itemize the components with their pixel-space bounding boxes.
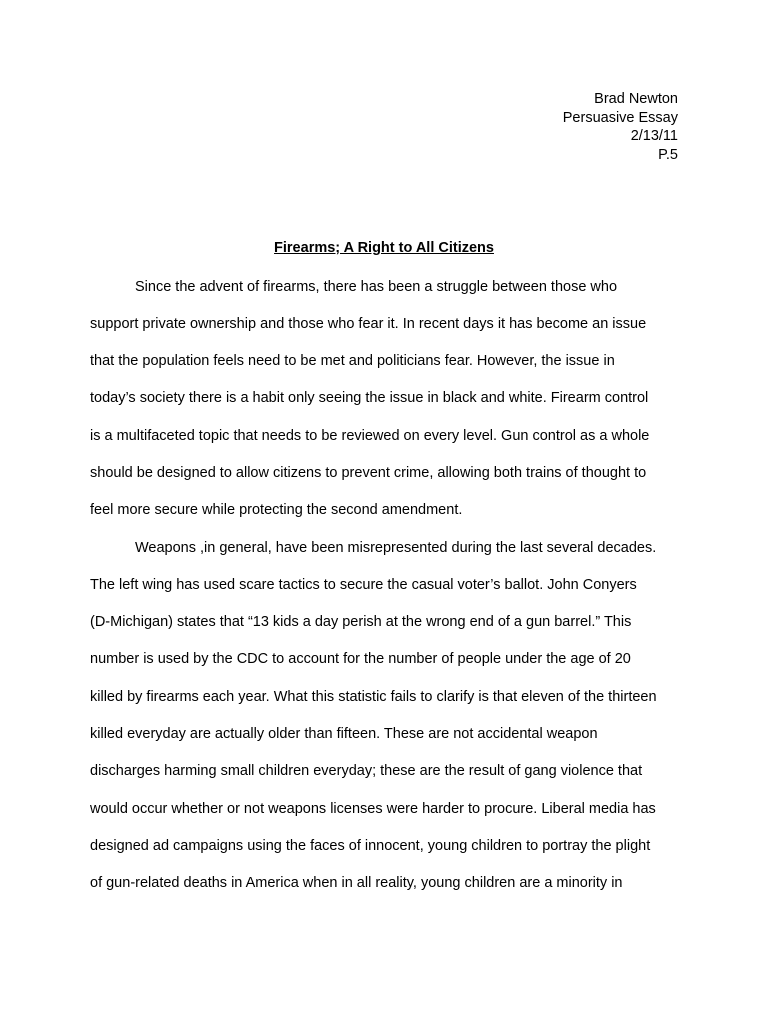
body-line: that the population feels need to be met and politicians fear. However, the issue in: [90, 353, 615, 369]
essay-title: Firearms; A Right to All Citizens: [274, 240, 494, 256]
body-line: today’s society there is a habit only seeing the issue in black and white. Firearm control: [90, 390, 649, 406]
body-line: support private ownership and those who fear it. In recent days it has become an issue: [90, 316, 647, 332]
body-line: killed by firearms each year. What this statistic fails to clarify is that eleven of the thirteen: [90, 689, 657, 705]
body-line: The left wing has used scare tactics to secure the casual voter’s ballot. John Conyers: [90, 577, 637, 593]
body-line: discharges harming small children everyday; these are the result of gang violence that: [90, 763, 643, 779]
class-period: P.5: [658, 146, 678, 163]
body-line: designed ad campaigns using the faces of innocent, young children to portray the plight: [90, 838, 651, 854]
body-line: number is used by the CDC to account for the number of people under the age of 20: [90, 651, 631, 667]
body-line: killed everyday are actually older than fifteen. These are not accidental weapon: [90, 726, 598, 742]
assignment-type: Persuasive Essay: [562, 109, 678, 126]
body-line: is a multifaceted topic that needs to be reviewed on every level. Gun control as a whole: [90, 428, 650, 444]
essay-date: 2/13/11: [630, 128, 678, 145]
body-line: Weapons ,in general, have been misrepresented during the last several decades.: [135, 540, 657, 556]
body-line: (D-Michigan) states that “13 kids a day perish at the wrong end of a gun barrel.” This: [90, 614, 632, 630]
body-line: Since the advent of firearms, there has been a struggle between those who: [135, 279, 618, 295]
body-line: would occur whether or not weapons licenses were harder to procure. Liberal media has: [90, 801, 656, 817]
essay-header: [563, 90, 678, 164]
body-line: should be designed to allow citizens to prevent crime, allowing both trains of thought to: [90, 465, 647, 481]
body-line: of gun-related deaths in America when in all reality, young children are a minority in: [90, 875, 623, 891]
body-line: feel more secure while protecting the second amendment.: [90, 502, 463, 518]
author-name: Brad Newton: [594, 91, 678, 107]
